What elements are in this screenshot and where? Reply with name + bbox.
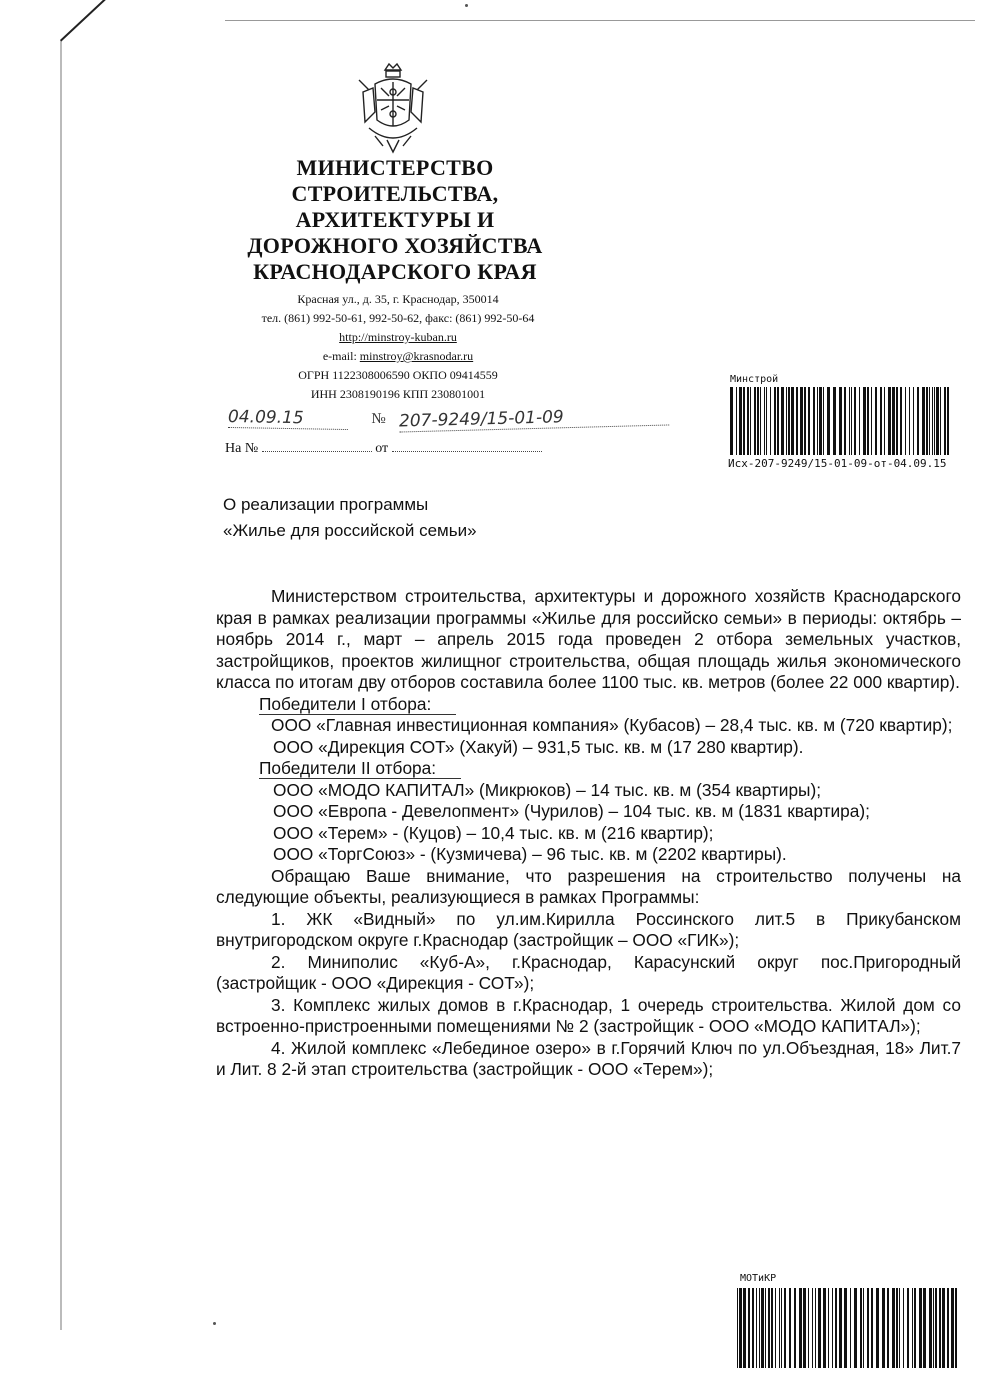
barcode-bar: [884, 387, 885, 455]
barcode-bar: [736, 387, 737, 455]
barcode-bar: [737, 1288, 738, 1368]
barcode-bar: [752, 1288, 754, 1368]
barcode-bar: [765, 1288, 766, 1368]
barcode-bar: [779, 1288, 780, 1368]
barcode-bar: [850, 1288, 851, 1368]
barcode-bar: [748, 1288, 750, 1368]
barcode-bar: [813, 387, 815, 455]
winner-item: ООО «МОДО КАПИТАЛ» (Микрюков) – 14 тыс. кв. м (354 квартиры);: [273, 779, 822, 800]
winner-item: ООО «Терем» - (Куцов) – 10,4 тыс. кв. м (216 квартир);: [273, 822, 714, 843]
barcode-bar: [863, 1288, 864, 1368]
barcode-bar: [896, 387, 898, 455]
barcode-bar: [912, 1288, 913, 1368]
barcode-bar: [913, 387, 914, 455]
barcode-bar: [739, 387, 742, 455]
barcode-bar: [854, 387, 856, 455]
barcode-bar: [803, 1288, 806, 1368]
barcode-bar: [932, 387, 933, 455]
barcode-bar: [781, 1288, 782, 1368]
barcode-bar: [939, 1288, 941, 1368]
barcode-bar: [743, 387, 745, 455]
barcode-bar: [944, 387, 946, 455]
barcode-bar: [892, 1288, 895, 1368]
barcode-bar: [871, 1288, 873, 1368]
barcode-bar: [774, 387, 776, 455]
barcode-bar: [757, 387, 759, 455]
barcode-bar: [940, 387, 941, 455]
barcode-bar: [808, 387, 810, 455]
barcode-bar: [880, 387, 882, 455]
krasnodar-coat-of-arms-emblem: [355, 62, 431, 154]
barcode-bar: [817, 387, 818, 455]
address: Красная ул., д. 35, г. Краснодар, 350014: [297, 292, 499, 306]
barcode-bar: [942, 1288, 945, 1368]
barcode-bar: [768, 1288, 770, 1368]
barcode-bar: [815, 1288, 816, 1368]
barcode-bar: [766, 387, 767, 455]
barcode-bar: [799, 1288, 802, 1368]
barcode-bar: [786, 387, 787, 455]
barcode-bar: [839, 387, 842, 455]
barcode-bar: [917, 387, 919, 455]
winner-item: ООО «Дирекция СОТ» (Хакуй) – 931,5 тыс. кв. м (17 280 квартир).: [273, 736, 804, 757]
winners-first-heading: Победители I отбора:: [259, 694, 456, 715]
reference-date-label: от: [375, 441, 389, 456]
scan-edge-top: [225, 20, 975, 21]
barcode-bar: [800, 387, 803, 455]
barcode-bar: [935, 1288, 937, 1368]
inn-kpp: ИНН 2308190196 КПП 230801001: [310, 387, 486, 401]
barcode-bar: [812, 1288, 813, 1368]
subject-line: «Жилье для российской семьи»: [223, 521, 477, 540]
permit-item: 3. Комплекс жилых домов в г.Краснодар, 1 очередь строительства. Жилой дом со встроенно-пристроенными помещениями № 2 (застройщик - ООО «МОДО КАПИТАЛ»);: [216, 994, 961, 1036]
barcode-bar: [892, 387, 895, 455]
winner-item: ООО «Главная инвестиционная компания» (Кубасов) – 28,4 тыс. кв. м (720 квартир);: [271, 715, 953, 735]
ministry-contacts: [228, 290, 568, 404]
letter-body: [216, 586, 961, 1081]
barcode-bar: [771, 1288, 773, 1368]
barcode-bar: [777, 387, 779, 455]
barcode-bar: [789, 1288, 791, 1368]
barcode-bar: [750, 387, 751, 455]
ministry-name: [235, 155, 555, 285]
ministry-name-line: СТРОИТЕЛЬСТВА,: [291, 181, 499, 206]
barcode-bar: [907, 1288, 909, 1368]
barcode-bar: [754, 387, 756, 455]
body-intro: Министерством строительства, архитектуры и дорожного хозяйств Краснодарского края в рамках реализации программы «Жилье для российско семьи» в периоды: октябрь – ноябрь 2014 г., март – апрель 2015 года проведен 2 отбора земельных участков, застройщиков, проектов жилищног строительства, общая площадь жилья экономического класса по итогам дву отборов составила более 1100 тыс. кв. метров (более 22 000 квартир).: [216, 586, 961, 692]
barcode-bar: [739, 1288, 742, 1368]
barcode-bar: [839, 1288, 842, 1368]
barcode-bar: [899, 1288, 900, 1368]
barcode-bar: [851, 387, 852, 455]
permit-item: 4. Жилой комплекс «Лебединое озеро» в г.Горячий Ключ по ул.Объездная, 18» Лит.7 и Лит. 8 2-й этап строительства (застройщик - ООО «Терем»);: [216, 1037, 961, 1079]
barcode-bar: [882, 1288, 885, 1368]
letter-subject: [223, 492, 477, 544]
barcode-bar: [833, 387, 836, 455]
barcode-bar: [922, 387, 925, 455]
barcode-bar: [808, 1288, 809, 1368]
barcode-bar: [730, 387, 733, 455]
barcode-bar: [844, 387, 846, 455]
scan-dot: [213, 1322, 216, 1325]
winner-item: ООО «Европа - Девелопмент» (Чурилов) – 104 тыс. кв. м (1831 квартира);: [273, 801, 870, 821]
barcode-bar: [781, 387, 784, 455]
barcode-bar: [896, 1288, 898, 1368]
barcode-bar: [804, 387, 806, 455]
ogrn-okpo: ОГРН 1122308006590 ОКПО 09414559: [298, 368, 498, 382]
barcode-bar: [788, 387, 790, 455]
registration-date: 04.09.15: [228, 407, 348, 430]
permit-item: 2. Миниполис «Куб-А», г.Краснодар, Карасунский округ пос.Пригородный (застройщик - ООО «Дирекция - СОТ»);: [216, 951, 961, 993]
barcode-bar: [764, 387, 765, 455]
barcode-bar: [955, 1288, 957, 1368]
barcode-bottom: [735, 1288, 960, 1368]
barcode-bar: [849, 387, 850, 455]
barcode-bar: [859, 387, 860, 455]
barcode-bar: [914, 1288, 916, 1368]
registration-line: [227, 406, 669, 432]
barcode-bar: [947, 1288, 949, 1368]
barcode-bar: [876, 1288, 879, 1368]
reference-number-label: На №: [225, 441, 259, 456]
barcode-bar: [926, 387, 928, 455]
winner-item: ООО «ТоргСоюз» - (Кузмичева) – 96 тыс. кв. м (2202 квартиры).: [273, 844, 787, 864]
barcode-bar: [929, 387, 930, 455]
subject-line: О реализации программы: [223, 495, 429, 514]
reference-date-field: [392, 451, 542, 452]
barcode-bar: [933, 1288, 934, 1368]
barcode-bar: [860, 1288, 862, 1368]
permit-item: 1. ЖК «Видный» по ул.им.Кирилла Россинского лит.5 в Прикубанском внутригородском округе г.Краснодар (застройщик – ООО «ГИК»);: [216, 908, 961, 950]
barcode-bottom-label: МОТиКР: [740, 1273, 777, 1284]
barcode-bar: [919, 1288, 922, 1368]
barcode-bar: [844, 1288, 847, 1368]
body-attention: Обращаю Ваше внимание, что разрешения на строительство получены на следующие объекты, реализующиеся в рамках Программы:: [216, 865, 961, 907]
reference-line: [225, 441, 542, 457]
barcode-bar: [796, 387, 798, 455]
barcode-bar: [909, 387, 910, 455]
barcode-bar: [936, 387, 939, 455]
barcode-bar: [867, 1288, 869, 1368]
barcode-bar: [794, 1288, 796, 1368]
email-label: e-mail:: [322, 349, 360, 363]
ministry-name-line: АРХИТЕКТУРЫ И: [295, 207, 495, 232]
winners-second-heading: Победители II отбора:: [259, 758, 461, 779]
barcode-bar: [903, 1288, 904, 1368]
website-link[interactable]: http://minstroy-kuban.ru: [339, 330, 457, 344]
barcode-bar: [827, 387, 830, 455]
barcode-bar: [828, 1288, 829, 1368]
scan-dot: [465, 4, 468, 7]
registration-number: 207-9249/15-01-09: [399, 404, 669, 432]
reference-number-field: [262, 451, 372, 452]
barcode-bar: [747, 387, 749, 455]
barcode-bar: [875, 387, 877, 455]
barcode-bar: [934, 387, 935, 455]
registration-number-label: №: [371, 411, 386, 427]
barcode-bar: [759, 1288, 760, 1368]
barcode-bar: [784, 1288, 786, 1368]
barcode-bar: [761, 1288, 764, 1368]
ministry-name-line: МИНИСТЕРСТВО: [296, 155, 494, 180]
barcode-bar: [823, 1288, 826, 1368]
barcode-bar: [929, 1288, 932, 1368]
barcode-bar: [823, 387, 824, 455]
scan-edge-left: [60, 40, 62, 1330]
barcode-bar: [835, 1288, 837, 1368]
ministry-name-line: ДОРОЖНОГО ХОЗЯЙСТВА: [247, 233, 543, 258]
barcode-top-label: Минстрой: [730, 374, 779, 385]
barcode-bar: [887, 1288, 889, 1368]
barcode-bar: [900, 387, 902, 455]
email-link[interactable]: minstroy@krasnodar.ru: [359, 349, 474, 363]
barcode-bar: [819, 387, 822, 455]
barcode-bar: [951, 1288, 954, 1368]
folded-corner-line: [60, 0, 230, 41]
barcode-top: [728, 387, 953, 455]
barcode-bar: [791, 387, 794, 455]
barcode-bar: [743, 1288, 746, 1368]
barcode-bar: [818, 1288, 821, 1368]
barcode-bar: [756, 1288, 757, 1368]
barcode-bar: [923, 1288, 926, 1368]
barcode-bar: [760, 387, 761, 455]
phones: тел. (861) 992-50-61, 992-50-62, факс: (861) 992-50-64: [261, 311, 535, 325]
barcode-top-text: Исх-207-9249/15-01-09-от-04.09.15: [728, 457, 947, 470]
barcode-bar: [854, 1288, 857, 1368]
barcode-bar: [905, 387, 906, 455]
barcode-bar: [770, 387, 771, 455]
barcode-bar: [863, 387, 866, 455]
barcode-bar: [832, 1288, 833, 1368]
ministry-name-line: КРАСНОДАРСКОГО КРАЯ: [253, 259, 537, 284]
barcode-bar: [888, 387, 891, 455]
barcode-bar: [867, 387, 869, 455]
barcode-bar: [871, 387, 872, 455]
barcode-bar: [947, 387, 949, 455]
barcode-bar: [775, 1288, 776, 1368]
